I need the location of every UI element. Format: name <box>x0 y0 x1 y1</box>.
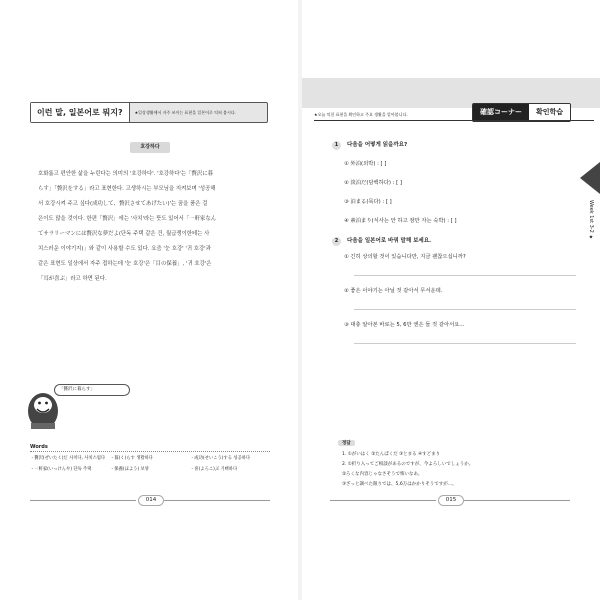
translation-item <box>344 320 576 354</box>
question-title: 다음을 어떻게 읽을까요? <box>347 142 408 148</box>
answer-line <box>354 308 576 310</box>
header-rule <box>314 120 594 121</box>
body-line: らす」「贅沢をする」라고 표현한다. 고생하시는 부모님을 지켜보며 '성공해 <box>38 186 216 192</box>
reading-item: ③ 泊まる(묵다) : [ ] <box>344 199 392 205</box>
section-label: 호강하다 <box>130 142 170 153</box>
left-page <box>0 0 298 600</box>
question-1-items <box>344 155 574 231</box>
page-number-rule <box>164 500 270 501</box>
question-1 <box>332 140 407 150</box>
question-2 <box>332 236 431 246</box>
question-number: 1 <box>332 141 341 150</box>
reading-item: ② 淡泊だ(담백하다) : [ ] <box>344 180 402 186</box>
answer-line <box>354 274 576 276</box>
words-label: Words <box>30 444 48 450</box>
word-item: ・喜(よろこ)ぶ 기뻐하다 <box>190 467 238 472</box>
words-row <box>30 453 270 464</box>
left-header <box>30 102 268 123</box>
word-item: ・暮(く)らす 생활하다 <box>110 456 153 461</box>
reading-item: ① 外泊(외박) : [ ] <box>344 161 387 167</box>
answer-row: 1. ①がいはく ②たんぱくだ ③とまる ④すどまり <box>342 452 441 457</box>
body-line: 치스러운 이야기지)」와 같이 사용할 수도 있다. 요즘 '눈 호강' '귀 호강'과 <box>38 246 211 252</box>
word-item: ・成功(せいこう)する 성공하다 <box>190 456 250 461</box>
chapter-tab-icon <box>580 162 600 194</box>
answer-label: 정답 <box>338 440 355 446</box>
translation-prompt: ① 긴히 상의할 것이 있습니다만, 지금 괜찮으십니까? <box>344 254 466 260</box>
page-number-rule <box>330 500 436 501</box>
reading-item: ④ 素泊まり(식사는 안 하고 잠만 자는 숙박) : [ ] <box>344 218 457 224</box>
body-line: てサラリーマンには贅沢な夢だよ(단독 주택 같은 건, 월급쟁이한테는 사 <box>38 231 210 237</box>
words-divider <box>30 451 270 452</box>
words-row <box>30 464 270 475</box>
translation-prompt: ② 좋은 이야기는 아닐 것 같아서 무서운데. <box>344 288 443 294</box>
left-header-subtitle: ★일상생활에서 자주 쓰이는 표현을 일본어로 익혀 봅시다. <box>134 109 236 115</box>
body-text <box>38 167 264 287</box>
page-number: 014 <box>138 495 164 506</box>
question-2-items <box>344 252 576 354</box>
week-label: Week 1st 3-2 ★ <box>588 200 594 241</box>
question-number: 2 <box>332 237 341 246</box>
right-page <box>302 0 600 600</box>
body-line: 은이도 많을 것이다. 한편「贅沢」에는 '사치'라는 뜻도 있어서「一軒家なん <box>38 216 217 222</box>
body-line: 「耳が喜ぶ」라고 하면 된다. <box>38 276 107 282</box>
speech-bubble: 「贅沢に暮らす」 <box>54 384 130 396</box>
right-header-title: 確認コーナー <box>473 104 529 121</box>
page-number: 015 <box>438 495 464 506</box>
translation-prompt: ③ 대충 알아본 바로는 5, 6만 엔은 들 것 같아서요… <box>344 322 465 328</box>
word-item: ・一軒家(いっけんや) 단독 주택 <box>30 467 92 472</box>
word-item: ・保養(ほよう) 보양 <box>110 467 149 472</box>
question-title: 다음을 일본어로 바꿔 말해 보세요. <box>347 238 432 244</box>
answer-row: ③ざっと調べた限りでは、5,6万はかかりそうですが…。 <box>342 482 457 487</box>
answer-line <box>354 342 576 344</box>
answer-box <box>342 450 574 490</box>
body-line: 같은 표현도 일상에서 자주 접하는데 '눈 호강'은「目の保養」, '귀 호강'은 <box>38 261 212 267</box>
page-number-rule <box>464 500 570 501</box>
word-item: ・贅沢(ぜいたく)だ 사치다, 사치스럽다 <box>30 456 106 461</box>
translation-item <box>344 286 576 320</box>
left-header-title: 이런 말, 일본어로 뭐지? <box>31 103 130 122</box>
words-list <box>30 453 270 475</box>
right-header-subtitle: ★오늘 익힌 표현을 확인하고 주요 생활을 알아봅니다. <box>314 112 408 117</box>
body-line: 서 호강시켜 주고 싶다(成功して、贅沢させてあげたい)'는 꿈을 품은 걸 <box>38 201 208 207</box>
answer-row: 2. ①折り入ってご相談があるのですが、今よろしいでしょうか。 <box>342 462 474 467</box>
body-line: 호화롭고 편안한 삶을 누린다는 의미의 '호강하다'. '호강하다'는「贅沢に暮 <box>38 171 214 177</box>
translation-item <box>344 252 576 286</box>
right-header-title-ko: 확인학습 <box>529 104 570 121</box>
page-number-rule <box>30 500 136 501</box>
answer-row: ②ろくな内容じゃなさそうで怖いなあ。 <box>342 472 423 477</box>
